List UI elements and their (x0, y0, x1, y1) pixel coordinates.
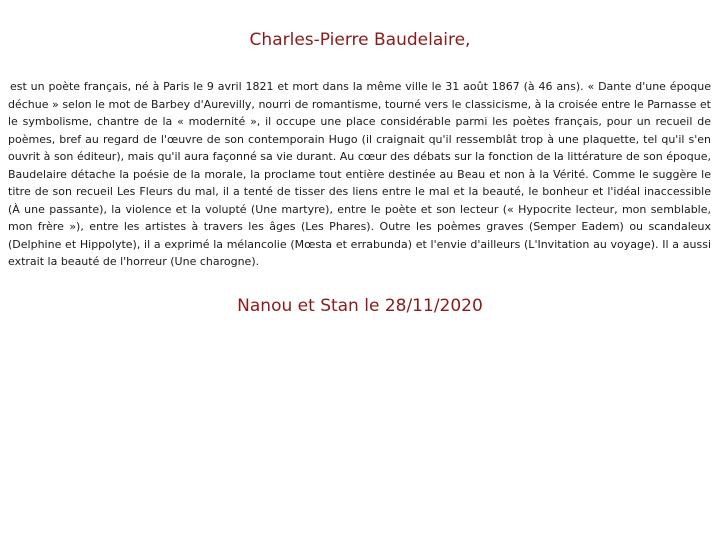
document-title: Charles-Pierre Baudelaire, (249, 30, 471, 50)
biography-paragraph: est un poète français, né à Paris le 9 avril 1821 et mort dans la même ville le 31 août 1867 (à 46 ans). « Dante d'une époque déchue » selon le mot de Barbey d'Aurevilly, nourri de romantisme, tourné vers le classicisme, à la croisée entre le Parnasse et le symbolisme, chantre de la « modernité », il occupe une place considérable parmi les poètes français, pour un recueil de poèmes, bref au regard de l'œuvre de son contemporain Hugo (il craignait qu'il ressemblât trop à une plaquette, tel qu'il s'en ouvrit à son éditeur), mais qu'il aura façonné sa vie durant. Au cœur des débats sur la fonction de la littérature de son époque, Baudelaire détache la poésie de la morale, la proclame tout entière destinée au Beau et non à la Vérité. Comme le suggère le titre de son recueil Les Fleurs du mal, il a tenté de tisser des liens entre le mal et la beauté, le bonheur et l'idéal inaccessible (À une passante), la violence et la volupté (Une martyre), entre le poète et son lecteur (« Hypocrite lecteur, mon semblable, mon frère »), entre les artistes à travers les âges (Les Phares). Outre les poèmes graves (Semper Eadem) ou scandaleux (Delphine et Hippolyte), il a exprimé la mélancolie (Mœsta et errabunda) et l'envie d'ailleurs (L'Invitation au voyage). Il a aussi extrait la beauté de l'horreur (Une charogne). (8, 80, 711, 268)
signature-line: Nanou et Stan le 28/11/2020 (237, 296, 483, 316)
